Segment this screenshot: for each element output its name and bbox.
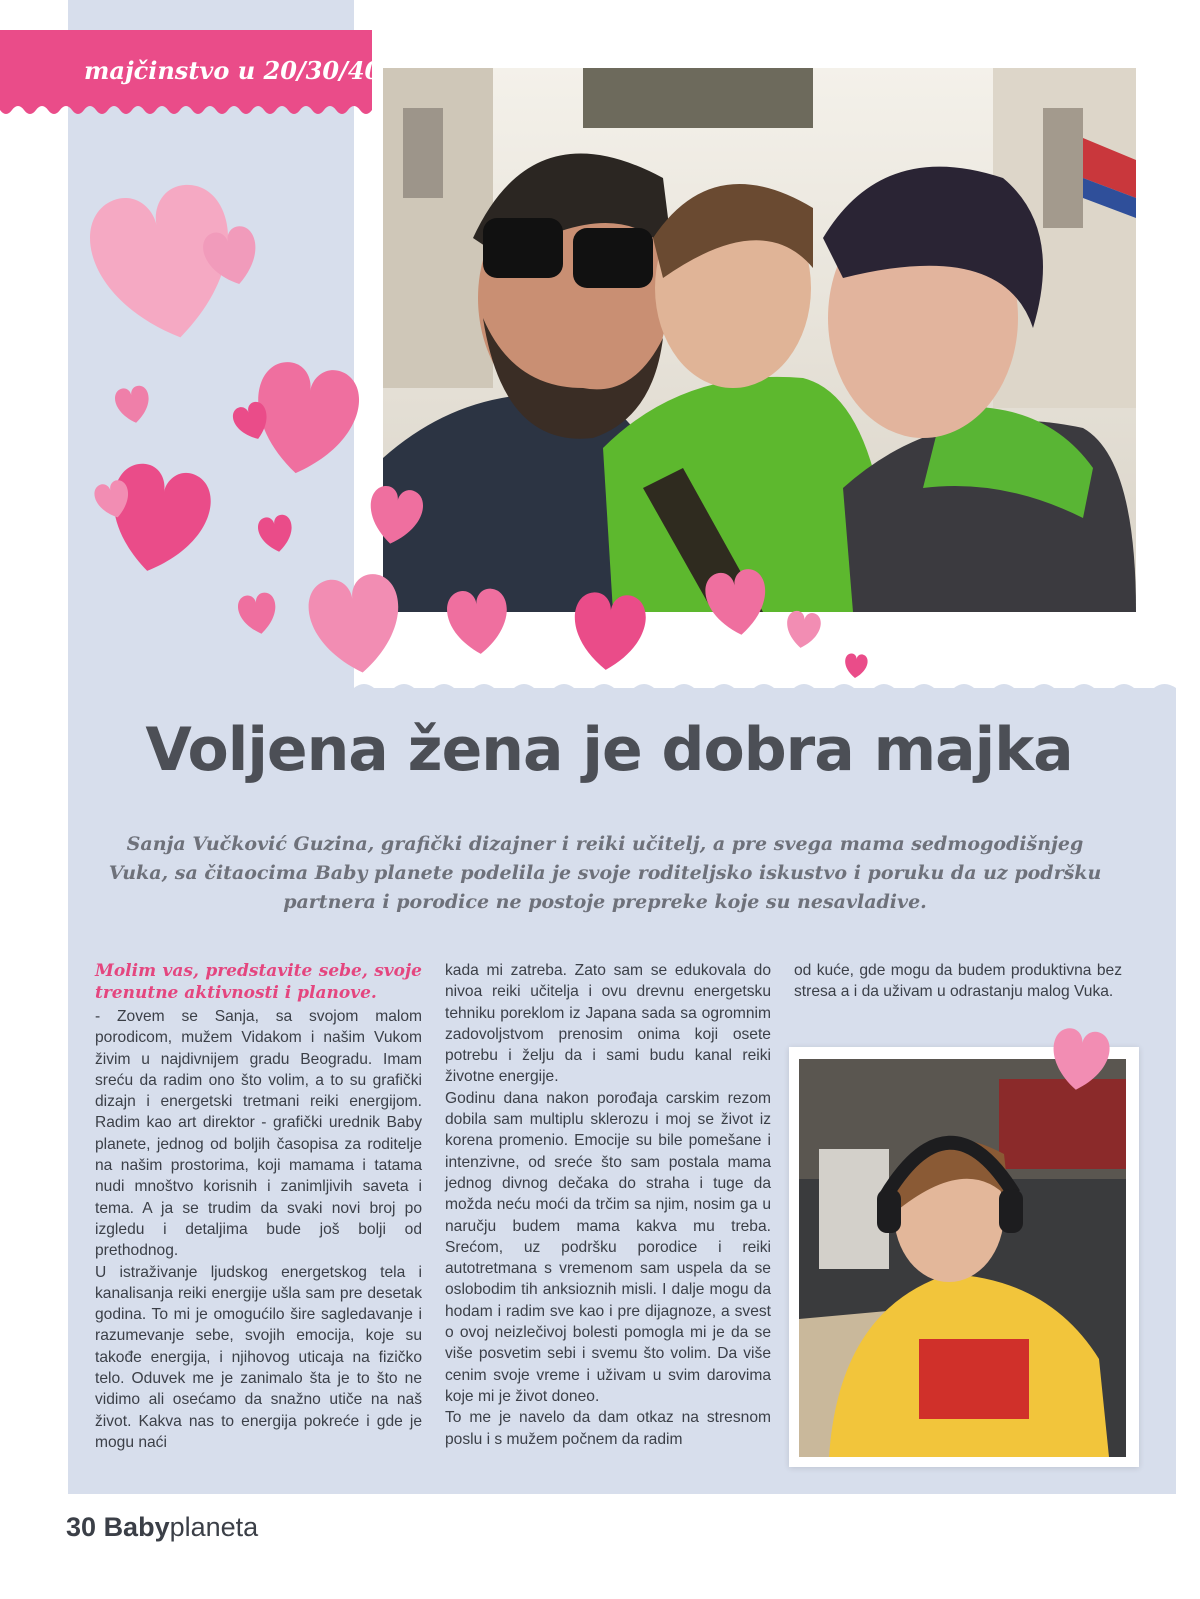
brand-name-light: planeta (169, 1512, 259, 1542)
heart-icon (784, 610, 822, 650)
page-footer (66, 1512, 258, 1543)
paragraph: kada mi zatreba. Zato sam se edukovala do nivoa reiki učitelja i ovu drevnu energetsku tehniku poreklom iz Japana sada sa ogromnim zadovoljstvom prenosim onima koji osete potrebu i želju da i sami budu kanal reiki životne energije. (445, 962, 771, 1086)
paragraph: To me je navelo da dam otkaz na stresnom poslu i s mužem počnem da radim (445, 1409, 771, 1448)
page-number: 30 (66, 1512, 97, 1542)
family-photo (383, 68, 1136, 612)
paragraph: od kuće, gde mogu da budem produktivna bez stresa a i da uživam u odrastanju malog Vuka. (794, 962, 1122, 1001)
wavy-edge (354, 676, 1176, 698)
boy-photo (799, 1059, 1126, 1457)
article-lead: Sanja Vučković Guzina, grafički dizajner i reiki učitelj, a pre svega mama sedmogodišnjeg Vuka, sa čitaocima Baby planete podelila je svoje roditeljsko iskustvo i poruku da uz podršku partnera i porodice ne postoje prepreke koje su nesavladive. (108, 833, 1102, 913)
brand-name-bold: Baby (103, 1512, 170, 1542)
article-column-2 (445, 960, 771, 1450)
article-title: Voljena žena je dobra majka (145, 715, 1073, 785)
interview-question: Molim vas, predstavite sebe, svoje trenutne aktivnosti i planove. (95, 961, 422, 1003)
paragraph: Godinu dana nakon porođaja carskim rezom dobila sam multiplu sklerozu i moj se život iz korena promenio. Emocije su bile pomešane i intenzivne, od sreće što sam postala mama jednog divnog dečaka do straha i tuge da možda neću moći da trčim sa njim, nosim ga u naručju budem mama kakva mu treba. Srećom, uz podršku porodice i reiki autotretmana s vremenom sam uspela da se oslobodim tih anksioznih misli. I dalje mogu da hodam i radim sve kao i pre dijagnoze, a svest o ovoj neizlečivoj bolesti pomogla mi je da se više posvetim sebi i svemu što volim. Da više cenim svoje vreme i uživam u svim darovima koje mi je život doneo. (445, 1089, 771, 1405)
article-column-1 (95, 960, 422, 1453)
section-tag (0, 30, 382, 118)
paragraph: U istraživanje ljudskog energetskog tela i kanalisanja reiki energije ušla sam pre desetak godina. To mi je omogućilo šire sagledavanje i razumevanje sebe, svojih emocija, koje su takođe energija, i njihovog uticaja na fizičko telo. Oduvek me je zanimalo šta je to što ne vidimo ali osećamo da snažno utiče na naš život. Kakva nas to energija pokreće i gde je mogu naći (95, 1263, 422, 1451)
paragraph: - Zovem se Sanja, sa svojom malom porodicom, mužem Vidakom i našim Vukom živim u najdivnijem gradu Beogradu. Imam sreću da radim ono što volim, a to su grafički dizajn i energetski tretmani reiki energijom. Radim kao art direktor - grafički urednik Baby planete, jednog od boljih časopisa za roditelje na našim prostorima, koji mamama i tatama nudi mnoštvo korisnih i zanimljivih saveta i tema. A ja se trudim da svaki novi broj po izgledu i detaljima bude još bolji od prethodnog. (95, 1008, 422, 1260)
section-tag-label: majčinstvo u 20/30/40 (84, 56, 382, 85)
article-column-3 (794, 960, 1122, 1003)
